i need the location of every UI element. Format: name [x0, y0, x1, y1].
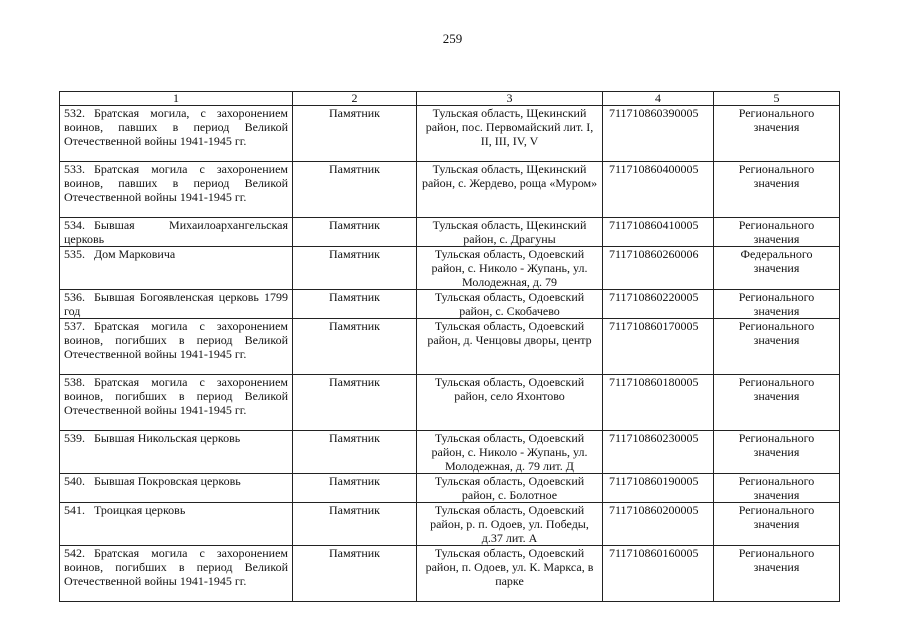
object-name: Бывшая Михаилоархангельская церковь	[64, 218, 288, 246]
object-name: Братская могила с захоронением воинов, погибших в период Великой Отечественной войны 1941-1945 гг.	[64, 546, 288, 588]
object-name-cell	[60, 503, 293, 546]
header-cell: 3	[417, 92, 603, 106]
row-number: 539.	[64, 431, 85, 445]
object-name: Братская могила с захоронением воинов, погибших в период Великой Отечественной войны 1941-1945 гг.	[64, 319, 288, 361]
object-type-cell: Памятник	[293, 503, 417, 546]
significance-cell: Регионального значения	[714, 375, 840, 431]
row-number: 541.	[64, 503, 85, 517]
significance-cell: Регионального значения	[714, 431, 840, 474]
header-cell: 5	[714, 92, 840, 106]
object-type-cell: Памятник	[293, 162, 417, 218]
row-number: 534.	[64, 218, 85, 232]
object-type-cell: Памятник	[293, 375, 417, 431]
row-number: 535.	[64, 247, 85, 261]
table-row	[60, 290, 840, 319]
object-name-cell	[60, 546, 293, 602]
table-row	[60, 218, 840, 247]
location-cell: Тульская область, Одоевский район, с. Болотное	[417, 474, 603, 503]
object-type-cell: Памятник	[293, 106, 417, 162]
row-number: 540.	[64, 474, 85, 488]
object-name: Бывшая Никольская церковь	[94, 431, 241, 445]
object-name: Братская могила, с захоронением воинов, павших в период Великой Отечественной войны 1941-1945 гг.	[64, 106, 288, 148]
table-row	[60, 162, 840, 218]
location-cell: Тульская область, Одоевский район, с. Скобачево	[417, 290, 603, 319]
object-name-cell	[60, 375, 293, 431]
object-name: Братская могила с захоронением воинов, погибших в период Великой Отечественной войны 1941-1945 гг.	[64, 375, 288, 417]
registry-code-cell: 711710860220005	[603, 290, 714, 319]
row-number: 538.	[64, 375, 85, 389]
registry-code-cell: 711710860390005	[603, 106, 714, 162]
object-name-cell	[60, 319, 293, 375]
registry-code-cell: 711710860260006	[603, 247, 714, 290]
header-cell: 4	[603, 92, 714, 106]
page-number: 259	[442, 31, 463, 46]
registry-code-cell: 711710860180005	[603, 375, 714, 431]
table-row	[60, 247, 840, 290]
object-type-cell: Памятник	[293, 247, 417, 290]
table-row	[60, 546, 840, 602]
row-number: 537.	[64, 319, 85, 333]
table-header-row	[60, 92, 840, 106]
object-name: Братская могила с захоронением воинов, павших в период Великой Отечественной войны 1941-1945 гг.	[64, 162, 288, 204]
table-row	[60, 431, 840, 474]
object-type-cell: Памятник	[293, 431, 417, 474]
object-type-cell: Памятник	[293, 218, 417, 247]
location-cell: Тульская область, Одоевский район, с. Николо - Жупань, ул. Молодежная, д. 79	[417, 247, 603, 290]
location-cell: Тульская область, Одоевский район, с. Николо - Жупань, ул. Молодежная, д. 79 лит. Д	[417, 431, 603, 474]
significance-cell: Регионального значения	[714, 106, 840, 162]
location-cell: Тульская область, Щекинский район, с. Жердево, роща «Муром»	[417, 162, 603, 218]
table-row	[60, 319, 840, 375]
header-cell: 2	[293, 92, 417, 106]
table-row	[60, 503, 840, 546]
object-name-cell	[60, 431, 293, 474]
location-cell: Тульская область, Одоевский район, д. Ченцовы дворы, центр	[417, 319, 603, 375]
significance-cell: Федерального значения	[714, 247, 840, 290]
heritage-register-table	[59, 91, 840, 602]
significance-cell: Регионального значения	[714, 162, 840, 218]
table-row	[60, 106, 840, 162]
object-name-cell	[60, 290, 293, 319]
object-name-cell	[60, 218, 293, 247]
significance-cell: Регионального значения	[714, 290, 840, 319]
significance-cell: Регионального значения	[714, 319, 840, 375]
registry-code-cell: 711710860190005	[603, 474, 714, 503]
object-type-cell: Памятник	[293, 319, 417, 375]
significance-cell: Регионального значения	[714, 503, 840, 546]
significance-cell: Регионального значения	[714, 474, 840, 503]
location-cell: Тульская область, Щекинский район, с. Драгуны	[417, 218, 603, 247]
significance-cell: Регионального значения	[714, 218, 840, 247]
row-number: 542.	[64, 546, 85, 560]
object-name: Бывшая Покровская церковь	[94, 474, 241, 488]
registry-code-cell: 711710860200005	[603, 503, 714, 546]
location-cell: Тульская область, Одоевский район, р. п. Одоев, ул. Победы, д.37 лит. А	[417, 503, 603, 546]
object-name-cell	[60, 247, 293, 290]
registry-code-cell: 711710860160005	[603, 546, 714, 602]
object-name: Дом Марковича	[94, 247, 176, 261]
header-cell: 1	[60, 92, 293, 106]
table-row	[60, 474, 840, 503]
object-name-cell	[60, 106, 293, 162]
location-cell: Тульская область, Щекинский район, пос. Первомайский лит. I, II, III, IV, V	[417, 106, 603, 162]
object-name-cell	[60, 474, 293, 503]
object-type-cell: Памятник	[293, 546, 417, 602]
object-type-cell: Памятник	[293, 474, 417, 503]
registry-code-cell: 711710860400005	[603, 162, 714, 218]
object-name: Бывшая Богоявленская церковь 1799 год	[64, 290, 288, 318]
registry-code-cell: 711710860410005	[603, 218, 714, 247]
object-name: Троицкая церковь	[94, 503, 186, 517]
registry-code-cell: 711710860230005	[603, 431, 714, 474]
significance-cell: Регионального значения	[714, 546, 840, 602]
object-name-cell	[60, 162, 293, 218]
object-type-cell: Памятник	[293, 290, 417, 319]
location-cell: Тульская область, Одоевский район, п. Одоев, ул. К. Маркса, в парке	[417, 546, 603, 602]
table-row	[60, 375, 840, 431]
registry-code-cell: 711710860170005	[603, 319, 714, 375]
row-number: 532.	[64, 106, 85, 120]
location-cell: Тульская область, Одоевский район, село Яхонтово	[417, 375, 603, 431]
row-number: 536.	[64, 290, 85, 304]
row-number: 533.	[64, 162, 85, 176]
